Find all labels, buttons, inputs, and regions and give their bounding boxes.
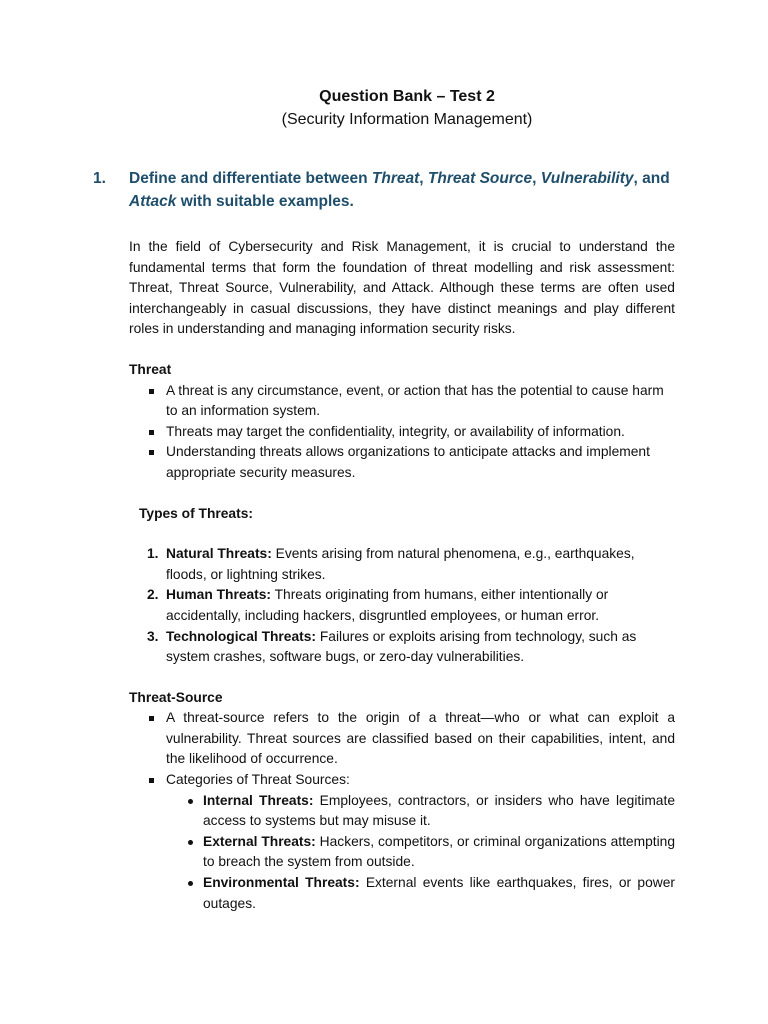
threat-bullets bbox=[129, 381, 675, 484]
item-label: Technological Threats: bbox=[166, 628, 317, 644]
threat-bullet: Threats may target the confidentiality, integrity, or availability of information. bbox=[166, 422, 675, 443]
threat-types-list bbox=[129, 544, 675, 668]
question-1 bbox=[93, 168, 683, 213]
item-number: 3. bbox=[147, 628, 159, 644]
item-text: Threats originating from humans, either intentionally or accidentally, including hackers, disgruntled employees, or human error. bbox=[166, 587, 609, 623]
item-label: Human Threats: bbox=[166, 587, 272, 603]
threat-source-bullet bbox=[166, 770, 675, 914]
threat-bullet: A threat is any circumstance, event, or action that has the potential to cause harm to an information system. bbox=[166, 381, 675, 422]
question-text bbox=[129, 168, 683, 213]
category-text: Employees, contractors, or insiders who have legitimate access to systems but may misuse it. bbox=[203, 792, 675, 829]
category-item bbox=[203, 832, 675, 873]
item-text: Failures or exploits arising from technology, such as system crashes, software bugs, or zero-day vulnerabilities. bbox=[166, 628, 637, 665]
item-number: 2. bbox=[147, 587, 159, 603]
category-label: Internal Threats: bbox=[203, 792, 314, 808]
term-threat: Threat bbox=[371, 170, 420, 187]
question-suffix: with suitable examples. bbox=[176, 192, 354, 210]
category-item bbox=[203, 873, 675, 914]
term-vulnerability: Vulnerability bbox=[540, 170, 634, 187]
category-label: Environmental Threats: bbox=[203, 875, 360, 891]
types-heading: Types of Threats: bbox=[139, 505, 253, 521]
term-attack: Attack bbox=[129, 192, 177, 210]
category-text: Hackers, competitors, or criminal organizations attempting to breach the system from outside. bbox=[203, 833, 675, 870]
question-sep-1: , bbox=[419, 170, 428, 187]
threat-source-heading: Threat-Source bbox=[129, 689, 223, 705]
threat-source-bullets bbox=[129, 708, 675, 914]
item-text: Events arising from natural phenomena, e.g., earthquakes, floods, or lightning strikes. bbox=[166, 546, 635, 582]
categories-label: Categories of Threat Sources: bbox=[166, 772, 350, 788]
title-block bbox=[0, 86, 768, 132]
threat-bullet: Understanding threats allows organizations to anticipate attacks and implement appropriate security measures. bbox=[166, 442, 675, 483]
threat-source-categories bbox=[166, 791, 675, 915]
threat-source-bullet: A threat-source refers to the origin of a threat—who or what can exploit a vulnerability. Threat sources are classified based on their capabilities, intent, and the likelihood of occurrence. bbox=[166, 708, 675, 770]
item-label: Natural Threats: bbox=[166, 546, 272, 562]
answer-body bbox=[129, 237, 675, 914]
term-threat-source: Threat Source bbox=[427, 170, 533, 187]
question-sep-3: , and bbox=[633, 170, 670, 187]
category-item bbox=[203, 791, 675, 832]
question-prefix: Define and differentiate between bbox=[129, 170, 372, 187]
page-subtitle: (Security Information Management) bbox=[281, 111, 533, 128]
threat-type-item bbox=[147, 627, 675, 668]
threat-type-item bbox=[147, 585, 675, 626]
category-label: External Threats: bbox=[203, 833, 316, 849]
intro-paragraph: In the field of Cybersecurity and Risk Management, it is crucial to understand the fundamental terms that form the foundation of threat modelling and risk assessment: Threat, Threat Source, Vulnerability, and Attack. Although these terms are often used interchangeably in casual discussions, they have distinct meanings and play different roles in understanding and managing information security risks. bbox=[129, 239, 675, 337]
page-title: Question Bank – Test 2 bbox=[319, 88, 495, 105]
question-sep-2: , bbox=[532, 170, 541, 187]
item-number: 1. bbox=[147, 546, 159, 562]
category-text: External events like earthquakes, fires, or power outages. bbox=[203, 875, 675, 911]
question-number: 1. bbox=[93, 170, 106, 187]
threat-type-item bbox=[147, 544, 675, 585]
threat-heading: Threat bbox=[129, 361, 172, 377]
